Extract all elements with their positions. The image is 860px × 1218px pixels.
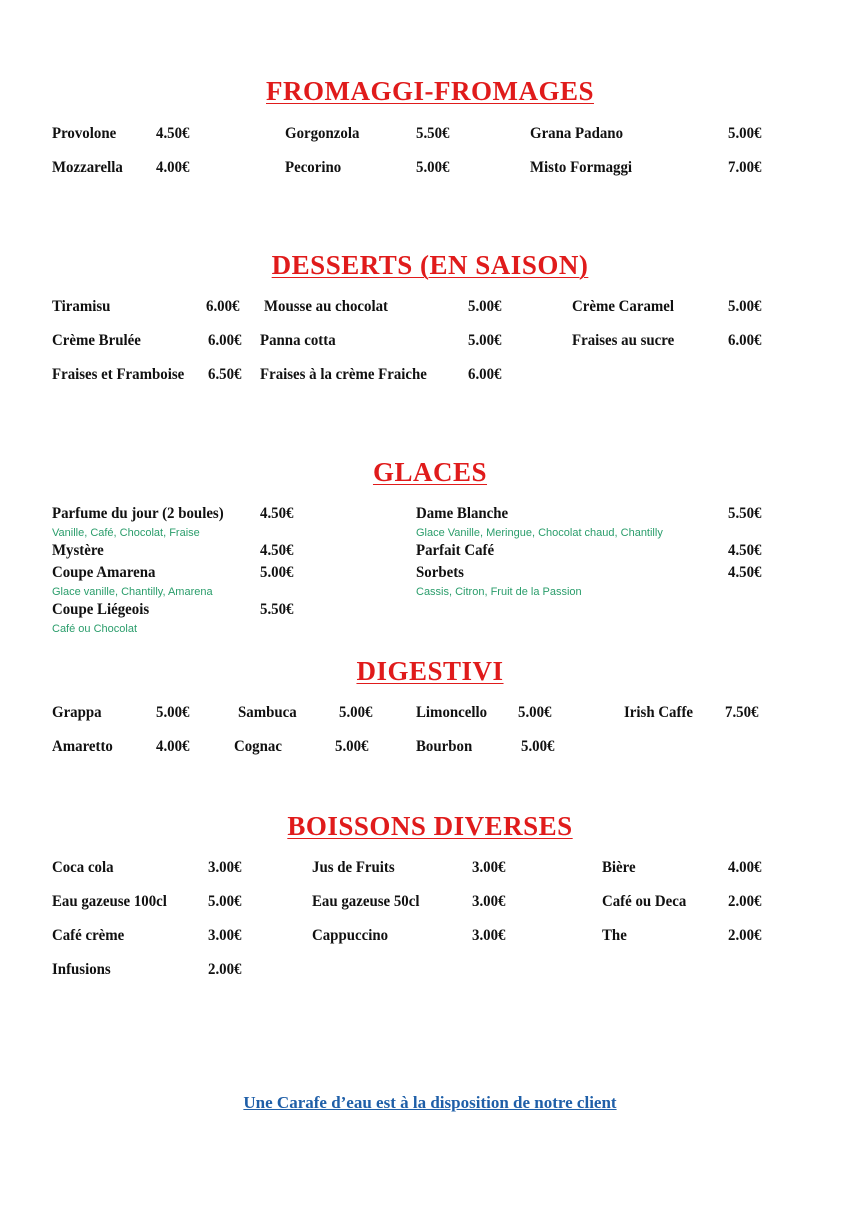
item-price: 5.00€ — [468, 298, 502, 315]
item-price: 4.00€ — [156, 738, 190, 755]
item-price: 2.00€ — [728, 927, 762, 944]
item-price: 4.50€ — [728, 564, 762, 581]
item-price: 7.00€ — [728, 159, 762, 176]
item-price: 5.00€ — [521, 738, 555, 755]
item-name: Crème Caramel — [572, 298, 675, 315]
item-price: 4.00€ — [728, 859, 762, 876]
item-price: 5.00€ — [208, 893, 242, 910]
item-price: 5.00€ — [416, 159, 450, 176]
item-price: 3.00€ — [472, 859, 506, 876]
item-name: Crème Brulée — [52, 332, 141, 349]
item-name: Parfait Café — [416, 542, 495, 559]
section-title-fromages: FROMAGGI-FROMAGES — [266, 76, 594, 106]
item-price: 6.00€ — [206, 298, 240, 315]
item-price: 5.00€ — [728, 298, 762, 315]
item-price: 3.00€ — [208, 859, 242, 876]
item-description: Glace vanille, Chantilly, Amarena — [52, 586, 213, 598]
item-name: Coupe Amarena — [52, 564, 156, 581]
item-name: Dame Blanche — [416, 505, 509, 522]
item-price: 7.50€ — [725, 704, 759, 721]
item-price: 6.00€ — [468, 366, 502, 383]
section-title-desserts: DESSERTS (EN SAISON) — [271, 250, 589, 280]
item-price: 2.00€ — [728, 893, 762, 910]
item-description: Cassis, Citron, Fruit de la Passion — [416, 586, 582, 598]
item-price: 3.00€ — [472, 893, 506, 910]
item-description: Glace Vanille, Meringue, Chocolat chaud, Chantilly — [416, 527, 663, 539]
item-name: Irish Caffe — [624, 704, 694, 721]
section-title-glaces: GLACES — [372, 457, 488, 487]
item-price: 6.00€ — [728, 332, 762, 349]
item-name: Misto Formaggi — [530, 159, 633, 176]
item-name: Grappa — [52, 704, 102, 721]
item-name: Coupe Liégeois — [52, 601, 150, 618]
item-name: Sambuca — [238, 704, 297, 721]
item-name: Coca cola — [52, 859, 114, 876]
item-name: Jus de Fruits — [312, 859, 395, 876]
item-name: Amaretto — [52, 738, 113, 755]
item-name: Mozzarella — [52, 159, 123, 176]
item-price: 3.00€ — [208, 927, 242, 944]
item-name: Eau gazeuse 50cl — [312, 893, 420, 910]
item-price: 4.50€ — [728, 542, 762, 559]
item-price: 4.50€ — [260, 542, 294, 559]
item-price: 5.00€ — [260, 564, 294, 581]
item-name: Pecorino — [285, 159, 342, 176]
item-name: Mystère — [52, 542, 104, 559]
item-price: 5.00€ — [518, 704, 552, 721]
item-price: 4.50€ — [260, 505, 294, 522]
item-price: 4.00€ — [156, 159, 190, 176]
item-price: 5.00€ — [339, 704, 373, 721]
item-name: Panna cotta — [260, 332, 336, 349]
item-price: 6.00€ — [208, 332, 242, 349]
section-title-boissons: BOISSONS DIVERSES — [287, 811, 573, 841]
item-name: Sorbets — [416, 564, 464, 581]
item-price: 5.50€ — [260, 601, 294, 618]
item-price: 5.00€ — [335, 738, 369, 755]
item-name: Grana Padano — [530, 125, 624, 142]
item-name: Café crème — [52, 927, 125, 944]
section-title-digestivi: DIGESTIVI — [356, 656, 504, 686]
item-name: Eau gazeuse 100cl — [52, 893, 167, 910]
item-name: Cappuccino — [312, 927, 389, 944]
item-name: Cognac — [234, 738, 282, 755]
item-name: Fraises et Framboise — [52, 366, 185, 383]
item-name: Bière — [602, 859, 636, 876]
item-name: Tiramisu — [52, 298, 111, 315]
item-price: 4.50€ — [156, 125, 190, 142]
item-price: 5.50€ — [728, 505, 762, 522]
item-price: 5.00€ — [468, 332, 502, 349]
footer-note: Une Carafe d’eau est à la disposition de notre client — [243, 1093, 617, 1112]
item-name: Limoncello — [416, 704, 488, 721]
item-price: 2.00€ — [208, 961, 242, 978]
item-description: Vanille, Café, Chocolat, Fraise — [52, 527, 200, 539]
item-name: Fraises à la crème Fraiche — [260, 366, 427, 383]
item-price: 5.00€ — [156, 704, 190, 721]
item-name: Parfume du jour (2 boules) — [52, 505, 224, 522]
item-name: Fraises au sucre — [572, 332, 675, 349]
item-name: Mousse au chocolat — [264, 298, 388, 315]
item-name: Infusions — [52, 961, 111, 978]
item-name: Café ou Deca — [602, 893, 687, 910]
item-name: The — [602, 927, 627, 944]
item-price: 3.00€ — [472, 927, 506, 944]
item-price: 5.00€ — [728, 125, 762, 142]
item-description: Café ou Chocolat — [52, 623, 137, 635]
item-price: 5.50€ — [416, 125, 450, 142]
item-price: 6.50€ — [208, 366, 242, 383]
item-name: Bourbon — [416, 738, 473, 755]
item-name: Gorgonzola — [285, 125, 360, 142]
item-name: Provolone — [52, 125, 117, 142]
